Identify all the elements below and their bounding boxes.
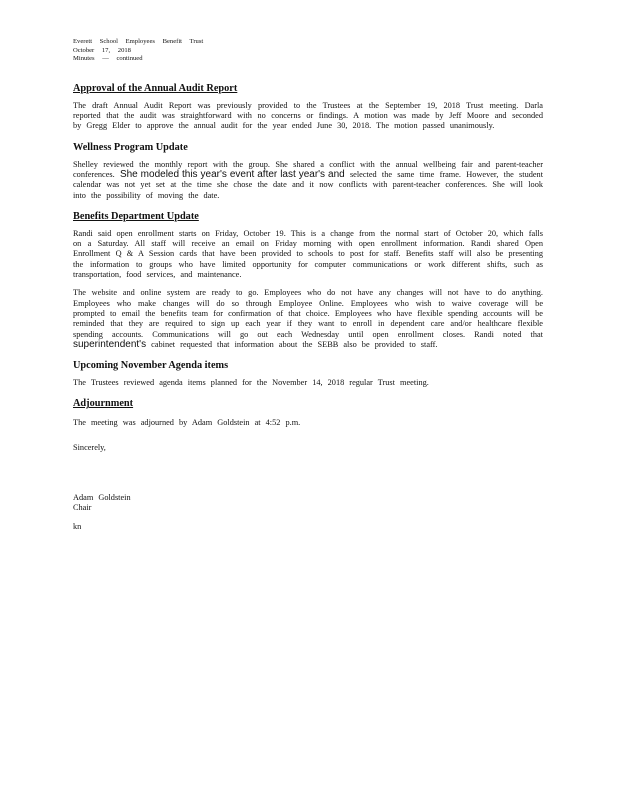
section-wellness-body xyxy=(73,160,543,201)
section-approval-body: The draft Annual Audit Report was previously provided to the Trustees at the September 19, 2018 Trust meeting. Darla reported that the audit was straightforward with no concerns or findings. A motion was made by Jeff Moore and seconded by Gregg Elder to approve the annual audit for the year ended June 30, 2018. The motion passed unanimously. xyxy=(73,100,543,131)
section-adjournment-body: The meeting was adjourned by Adam Goldstein at 4:52 p.m. xyxy=(73,418,301,428)
section-benefits-title: Benefits Department Update xyxy=(73,210,199,222)
section-upcoming-title: Upcoming November Agenda items xyxy=(73,360,229,372)
signer-role: Chair xyxy=(73,503,92,513)
section-upcoming xyxy=(73,360,543,388)
typist-initials: kn xyxy=(73,521,82,531)
section-wellness xyxy=(73,142,543,201)
wellness-text-1: Shelley reviewed the monthly report with the group. She shared a conflict with the annual wellbeing fair and parent-teacher conferences. xyxy=(73,159,543,179)
wellness-text-2: She modeled this year's event after last year's and xyxy=(119,168,345,180)
benefits-text-2: superintendent's xyxy=(73,338,147,350)
document-page xyxy=(73,38,543,532)
header-date-line: October 17, 2018 xyxy=(73,46,131,54)
section-adjournment xyxy=(73,398,543,428)
benefits-text-3: cabinet requested that information about the SEBB also be provided to staff. xyxy=(151,339,438,349)
header-org-line: Everett School Employees Benefit Trust xyxy=(73,38,204,45)
section-wellness-title: Wellness Program Update xyxy=(73,141,188,153)
section-upcoming-body: The Trustees reviewed agenda items planned for the November 14, 2018 regular Trust meeting. xyxy=(73,378,429,388)
signer-name: Adam Goldstein xyxy=(73,493,131,503)
section-adjournment-title: Adjournment xyxy=(73,398,134,410)
document-header xyxy=(73,38,543,64)
section-approval-title: Approval of the Annual Audit Report xyxy=(73,82,238,94)
section-benefits xyxy=(73,211,543,350)
section-benefits-para2 xyxy=(73,288,543,350)
benefits-text-1: The website and online system are ready to go. Employees who do not have any changes will not have to do anything. Employees who make changes will do so through Employee Online. Employees who wish to waive coverage will be prompted to email the benefits team for confirmation of that choice. Employees who have flexible spending accounts will be reminded that they are required to sign up each year if they want to enroll in dependent care and/or healthcare flexible spending accounts. Communications will go out each Wednesday until open enrollment closes. Randi noted that xyxy=(73,288,543,339)
closing-salutation: Sincerely, xyxy=(73,442,106,452)
wellness-text-3: selected the same time frame. However, the student calendar was not yet set at the time she chose the date and it now conflicts with parent-teacher conferences. She will look into the possibility of moving the date. xyxy=(73,169,543,200)
signature-block xyxy=(73,493,543,532)
section-approval xyxy=(73,83,543,132)
section-benefits-para1: Randi said open enrollment starts on Friday, October 19. This is a change from the normal start of October 20, which falls on a Saturday. All staff will receive an email on Friday morning with open enrollment information. Randi shared Open Enrollment Q & A Session cards that have been provided to schools to post for staff. Benefits staff will also be presenting the information to groups who have limited opportunity for computer communications or work different shifts, such as transportation, food services, and maintenance. xyxy=(73,228,543,280)
header-minutes-line: Minutes — continued xyxy=(73,55,143,63)
